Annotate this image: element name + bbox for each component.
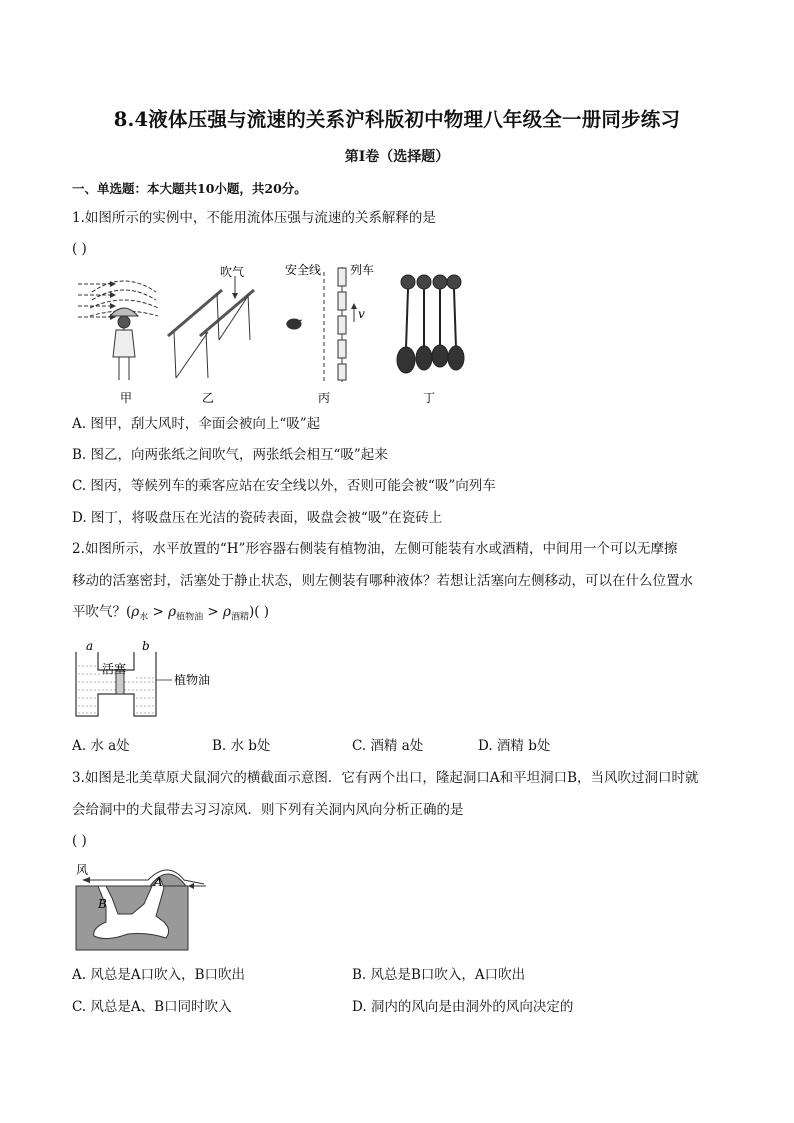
speed-label: v <box>358 307 365 321</box>
q2-line-3 <box>72 603 269 627</box>
label-a: a <box>86 639 94 653</box>
q3-figure <box>72 858 222 954</box>
q2-option-d: D. 酒精 b处 <box>478 738 551 754</box>
q1-option-b: B. 图乙，向两张纸之间吹气，两张纸会相互“吸”起来 <box>72 447 388 463</box>
figure-bing <box>286 267 357 382</box>
q3-option-d: D. 洞内的风向是由洞外的风向决定的 <box>352 999 574 1015</box>
q2-line-3-suffix: )( ) <box>248 604 270 620</box>
figure-yi <box>168 276 254 378</box>
q2-figure <box>72 636 252 720</box>
fig-label-bing: 丙 <box>318 391 331 405</box>
q3-option-c: C. 风总是A、B口同时吹入 <box>72 999 232 1015</box>
sub-alcohol: 酒精 <box>230 612 249 623</box>
q1-figure <box>72 262 472 408</box>
q1-option-c: C. 图丙，等候列车的乘客应站在安全线以外，否则可能会被“吸”向列车 <box>72 478 496 494</box>
sub-water: 水 <box>139 612 149 623</box>
q2-option-b: B. 水 b处 <box>212 738 271 754</box>
section-heading: 一、单选题：本大题共10小题，共20分。 <box>72 181 307 196</box>
label-A: A <box>154 875 163 889</box>
rho-water: ρ <box>131 604 140 620</box>
label-wind: 风 <box>76 863 89 877</box>
page-subtitle: 第I卷（选择题） <box>344 149 450 165</box>
figure-ding <box>397 275 464 373</box>
q1-paren: ( ) <box>72 241 87 257</box>
q3-option-a: A. 风总是A口吹入，B口吹出 <box>72 967 246 983</box>
rho-oil: ρ <box>168 604 177 620</box>
q3-line-1: 3.如图是北美草原犬鼠洞穴的横截面示意图．它有两个出口，隆起洞口A和平坦洞口B，当风吹过洞口时就 <box>72 770 699 786</box>
page-title: 8.4液体压强与流速的关系沪科版初中物理八年级全一册同步练习 <box>113 108 681 131</box>
safety-line-label: 安全线 <box>285 263 322 277</box>
q2-option-a: A. 水 a处 <box>72 738 130 754</box>
q1-option-a: A. 图甲，刮大风时，伞面会被向上“吸”起 <box>72 416 321 432</box>
blow-label: 吹气 <box>220 265 245 279</box>
q2-line-1: 2.如图所示，水平放置的“H”形容器右侧装有植物油，左侧可能装有水或酒精，中间用一个可以无摩擦 <box>72 541 678 557</box>
q2-option-c: C. 酒精 a处 <box>352 738 424 754</box>
gt-2: > <box>203 604 223 620</box>
wind-path <box>90 870 204 884</box>
figure-jia <box>78 281 158 380</box>
q1-stem: 1.如图所示的实例中，不能用流体压强与流速的关系解释的是 <box>72 210 436 226</box>
fig-label-yi: 乙 <box>202 391 215 405</box>
label-oil: 植物油 <box>174 673 211 687</box>
sub-oil: 植物油 <box>176 612 204 623</box>
gt-1: > <box>148 604 169 620</box>
label-B: B <box>98 897 107 911</box>
fig-label-jia: 甲 <box>120 391 133 405</box>
q3-paren: ( ) <box>72 833 87 849</box>
label-piston: 活塞 <box>102 662 127 676</box>
q1-option-d: D. 图丁，将吸盘压在光洁的瓷砖表面，吸盘会被“吸”在瓷砖上 <box>72 510 443 526</box>
q3-option-b: B. 风总是B口吹入，A口吹出 <box>352 967 526 983</box>
q3-line-2: 会给洞中的犬鼠带去习习凉风．则下列有关洞内风向分析正确的是 <box>72 802 464 818</box>
fig-label-ding: 丁 <box>423 391 436 405</box>
rho-alcohol: ρ <box>223 604 231 620</box>
q2-line-3-prefix: 平吹气？( <box>72 604 132 620</box>
train-label: 列车 <box>350 263 375 277</box>
q2-line-2: 移动的活塞密封，活塞处于静止状态，则左侧装有哪种液体？若想让活塞向左侧移动，可以在什么位置水 <box>72 573 693 589</box>
label-b: b <box>142 639 150 653</box>
